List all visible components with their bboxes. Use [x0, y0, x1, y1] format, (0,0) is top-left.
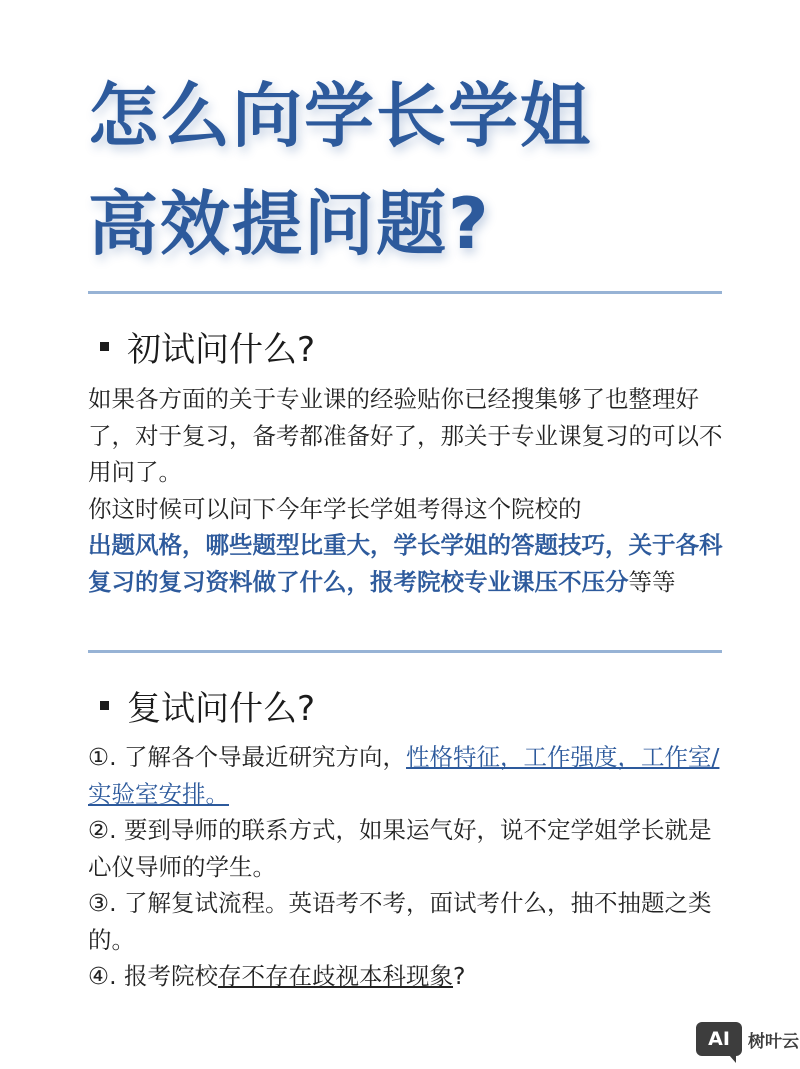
underlined-highlight-text: 性格特征，工作强度，工作室/实验室安排。 — [88, 743, 720, 808]
list-item: ③. 了解复试流程。英语考不考，面试考什么，抽不抽题之类的。 — [88, 889, 712, 954]
square-bullet-icon — [100, 701, 109, 710]
list-item-text: ④. 报考院校 — [88, 962, 219, 990]
section-heading-retest — [100, 685, 316, 729]
underlined-text: 存不存在歧视本科现象 — [218, 962, 454, 990]
highlight-text: 出题风格，哪些题型比重大，学长学姐的答题技巧，关于各科复习的复习资料做了什么，报考院校专业课压不压分 — [88, 531, 723, 596]
section-body-retest — [88, 739, 728, 995]
watermark-text: 树叶云 — [748, 1031, 799, 1052]
paragraph-text: 等等 — [628, 567, 676, 596]
list-item-text: ①. 了解各个导最近研究方向， — [88, 743, 407, 771]
section-heading-label: 复试问什么? — [127, 688, 316, 729]
list-item — [88, 958, 728, 995]
ai-badge-icon: AI — [696, 1022, 742, 1056]
list-item-text: ? — [453, 962, 466, 990]
list-item — [88, 739, 728, 812]
section-heading-initial-exam — [100, 326, 316, 370]
paragraph: 如果各方面的关于专业课的经验贴你已经搜集够了也整理好了，对于复习，备考都准备好了，那关于专业课复习的可以不用问了。 — [88, 385, 723, 486]
watermark — [696, 1022, 799, 1056]
section-body-initial-exam — [88, 381, 728, 600]
title-line-1: 怎么向学长学姐 — [88, 75, 592, 157]
divider-middle — [88, 650, 722, 653]
page-title — [88, 62, 768, 278]
paragraph — [88, 491, 728, 601]
divider-top — [88, 291, 722, 294]
square-bullet-icon — [100, 342, 109, 351]
paragraph-text: 你这时候可以问下今年学长学姐考得这个院校的 — [88, 494, 582, 523]
list-item: ②. 要到导师的联系方式，如果运气好，说不定学姐学长就是心仪导师的学生。 — [88, 816, 712, 881]
title-line-2: 高效提问题? — [88, 183, 491, 265]
section-heading-label: 初试问什么? — [127, 329, 316, 370]
